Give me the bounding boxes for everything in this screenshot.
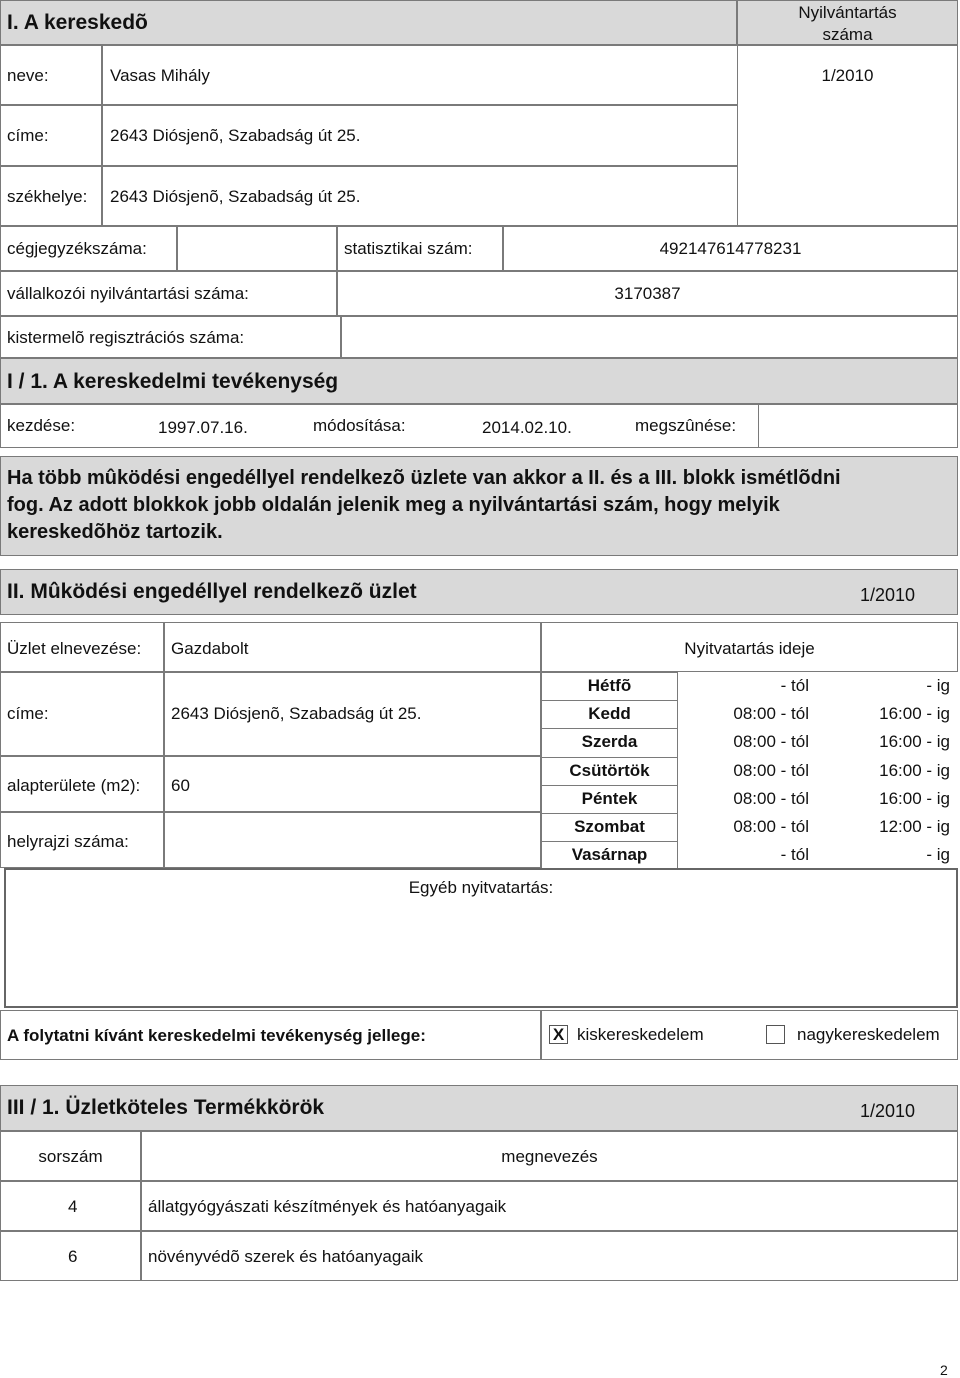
activity-label: A folytatni kívánt kereskedelmi tevékenység jellege: [7, 1026, 426, 1045]
product-no: 6 [68, 1247, 78, 1266]
wholesale-checkbox[interactable] [766, 1025, 785, 1044]
day-name: Kedd [588, 704, 631, 724]
start-value: 1997.07.16. [158, 418, 248, 437]
time-to: 16:00 - ig [879, 704, 950, 724]
opening-hours-row [541, 841, 958, 869]
opening-hours-row [541, 813, 958, 841]
company-reg-value-cell [177, 226, 337, 271]
section2-reg-number: 1/2010 [860, 585, 916, 605]
notice-line1: Ha több mûködési engedéllyel rendelkezõ üzlete van akkor a II. és a III. blokk ismétlõdni [7, 467, 841, 489]
time-from: 08:00 - tól [733, 788, 809, 808]
area-label: alapterülete (m2): [7, 776, 141, 795]
retail-label: kiskereskedelem [577, 1025, 704, 1044]
notice-line3: kereskedõhöz tartozik. [7, 521, 223, 543]
section3-title: III / 1. Üzletköteles Termékkörök [7, 1096, 325, 1119]
entrepreneur-label: vállalkozói nyilvántartási száma: [7, 284, 249, 303]
time-from: 08:00 - tól [733, 704, 809, 724]
name-label: neve: [7, 66, 49, 85]
section2-title: II. Mûködési engedéllyel rendelkezõ üzlet [7, 580, 417, 603]
company-reg-label: cégjegyzékszáma: [7, 239, 147, 258]
section1-1-title: I / 1. A kereskedelmi tevékenység [7, 370, 339, 393]
page-number: 2 [940, 1362, 948, 1378]
shop-name-label: Üzlet elnevezése: [7, 639, 142, 658]
section3-reg-number: 1/2010 [860, 1101, 916, 1121]
day-name: Szombat [574, 817, 645, 836]
time-from: 08:00 - tól [733, 732, 809, 752]
opening-hours-row [541, 757, 958, 785]
opening-hours-row [541, 728, 958, 756]
smallproducer-label: kistermelõ regisztrációs száma: [7, 328, 245, 347]
time-to: - ig [926, 845, 950, 865]
reg-header-line2: száma [822, 25, 873, 44]
stat-label: statisztikai szám: [344, 239, 473, 258]
entrepreneur-value: 3170387 [614, 284, 681, 303]
other-opening-label: Egyéb nyitvatartás: [408, 878, 554, 897]
start-label: kezdése: [7, 416, 76, 435]
time-to: 16:00 - ig [879, 788, 950, 808]
shop-name-value: Gazdabolt [171, 639, 249, 658]
opening-title: Nyitvatartás ideje [684, 639, 815, 658]
col-name-header: megnevezés [501, 1147, 598, 1166]
col-no-header: sorszám [38, 1147, 103, 1166]
retail-checkbox[interactable]: X [549, 1025, 568, 1044]
end-label: megszûnése: [635, 416, 737, 435]
day-name: Vasárnap [571, 845, 648, 865]
address-label: címe: [7, 126, 49, 145]
day-name: Csütörtök [569, 760, 650, 780]
shop-address-value: 2643 Diósjenõ, Szabadság út 25. [171, 704, 422, 723]
time-from: - tól [780, 676, 809, 695]
time-to: 12:00 - ig [879, 817, 950, 836]
day-name: Hétfõ [587, 676, 632, 695]
time-from: 08:00 - tól [733, 760, 809, 780]
day-name: Szerda [581, 732, 638, 752]
time-to: 16:00 - ig [879, 760, 950, 780]
parcel-value-cell [164, 812, 541, 868]
opening-hours-row [541, 785, 958, 813]
shop-address-label: címe: [7, 704, 49, 723]
smallproducer-value-cell [341, 316, 958, 358]
mod-value: 2014.02.10. [482, 418, 572, 437]
area-value: 60 [171, 776, 190, 795]
area-value-cell [164, 756, 541, 812]
reg-header-line1: Nyilvántartás [798, 3, 897, 22]
time-to: - ig [926, 676, 950, 695]
mod-label: módosítása: [313, 416, 406, 435]
name-value: Vasas Mihály [110, 66, 210, 85]
product-name: állatgyógyászati készítmények és hatóanyagaik [148, 1197, 507, 1216]
reg-number: 1/2010 [821, 66, 874, 85]
opening-hours-row [541, 700, 958, 728]
opening-hours-row [541, 672, 958, 700]
seat-value: 2643 Diósjenõ, Szabadság út 25. [110, 187, 361, 206]
end-value-cell [758, 404, 958, 448]
notice-line2: fog. Az adott blokkok jobb oldalán jelenik meg a nyilvántartási szám, hogy melyik [7, 494, 780, 516]
time-from: 08:00 - tól [733, 817, 809, 836]
section1-title: I. A kereskedõ [7, 11, 148, 34]
wholesale-label: nagykereskedelem [797, 1025, 940, 1044]
seat-label: székhelye: [7, 187, 88, 206]
day-name: Péntek [581, 788, 638, 808]
parcel-label: helyrajzi száma: [7, 832, 129, 851]
time-from: - tól [780, 845, 809, 865]
product-no: 4 [68, 1197, 78, 1216]
stat-value: 492147614778231 [659, 239, 802, 258]
address-value: 2643 Diósjenõ, Szabadság út 25. [110, 126, 361, 145]
product-name: növényvédõ szerek és hatóanyagaik [148, 1247, 424, 1266]
time-to: 16:00 - ig [879, 732, 950, 752]
